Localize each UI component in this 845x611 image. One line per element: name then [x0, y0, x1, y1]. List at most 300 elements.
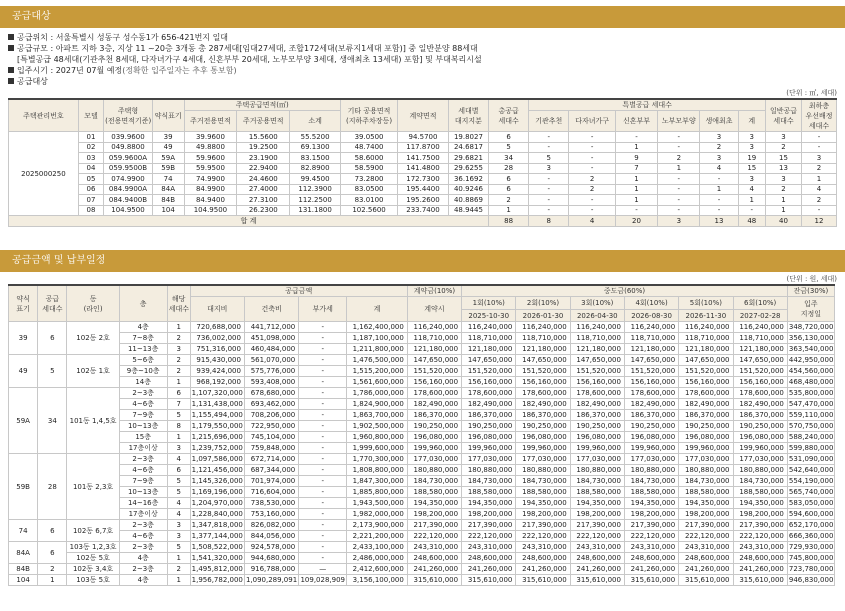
table-row — [9, 498, 835, 509]
cell: 59A — [152, 153, 184, 164]
cell: 188,580,000 — [407, 487, 461, 498]
th2-price-group: 공급금액 — [190, 285, 407, 297]
cell: 248,600,000 — [679, 553, 733, 564]
abbr-cell: 49 — [9, 355, 38, 388]
cell: 217,390,000 — [733, 520, 787, 531]
cell: 1,145,326,000 — [191, 477, 243, 485]
cell: 116,240,000 — [679, 322, 733, 333]
cell: 3 — [738, 132, 766, 143]
dong-cell: 102동 5호 — [67, 553, 119, 564]
cell: 243,310,000 — [407, 542, 461, 553]
supply-cell: 6 — [38, 542, 67, 564]
cell: 177,030,000 — [570, 454, 624, 465]
cell: 4 — [700, 163, 738, 174]
th2-deposit: 계약금(10%) — [407, 285, 461, 297]
cell: 121,180,000 — [679, 344, 733, 355]
cell: 1,169,196,000 — [191, 488, 243, 496]
cell: 27.3100 — [237, 195, 290, 206]
th-sub: 소계 — [290, 111, 341, 132]
cell: - — [299, 344, 347, 355]
cell: 3 — [801, 153, 836, 164]
cell: 177,030,000 — [679, 454, 733, 465]
cell: 14층 — [119, 377, 167, 388]
cell: 194,350,000 — [462, 498, 516, 509]
cell: 199,960,000 — [462, 443, 516, 454]
cell: 34 — [489, 153, 529, 164]
cell: 594,600,000 — [788, 510, 834, 518]
cell: 4~6층 — [119, 465, 167, 476]
cell: - — [700, 174, 738, 185]
cell: 178,600,000 — [679, 388, 733, 399]
cell: 1,495,812,000 — [191, 565, 243, 573]
cell: 198,200,000 — [570, 509, 624, 520]
cell: 194,350,000 — [733, 498, 787, 509]
th2-date-5: 2026-11-30 — [679, 310, 733, 322]
cell: - — [529, 184, 569, 195]
cell: 180,880,000 — [733, 465, 787, 476]
table-row — [9, 476, 835, 487]
cell: 15층 — [119, 432, 167, 443]
cell: 40.9246 — [448, 184, 488, 195]
cell: 2 — [801, 195, 836, 206]
cell: 178,600,000 — [624, 388, 678, 399]
cell: 04 — [78, 163, 103, 174]
cell: 241,260,000 — [679, 564, 733, 575]
cell: 1,902,500,000 — [347, 421, 408, 432]
cell: 315,610,000 — [516, 575, 570, 586]
cell: 7 — [615, 163, 657, 174]
total-cell: 48 — [738, 216, 766, 227]
cell: 28 — [489, 163, 529, 174]
cell: 1,824,900,000 — [347, 399, 408, 410]
cell: 243,310,000 — [570, 542, 624, 553]
cell: 156,160,000 — [679, 377, 733, 388]
cell: 1,347,818,000 — [191, 521, 243, 529]
cell: 147,650,000 — [733, 355, 787, 366]
th-code: 주택관리번호 — [9, 99, 79, 132]
cell: 1,377,144,000 — [191, 532, 243, 540]
cell: 222,120,000 — [407, 531, 461, 542]
th2-land: 대지비 — [190, 297, 244, 322]
th-first: 생애최초 — [700, 111, 738, 132]
cell: 701,974,000 — [244, 476, 298, 487]
cell: 84.9900 — [184, 184, 237, 195]
th-special-group: 특별공급 세대수 — [529, 99, 766, 111]
cell: 2,433,100,000 — [347, 542, 408, 553]
cell: 196,080,000 — [462, 432, 516, 443]
cell: 156,160,000 — [570, 377, 624, 388]
cell: 1,863,700,000 — [347, 410, 408, 421]
cell: 9 — [615, 153, 657, 164]
cell: - — [529, 142, 569, 153]
cell: 59B — [152, 163, 184, 174]
cell: 26.2300 — [237, 205, 290, 216]
cell: 315,610,000 — [624, 575, 678, 586]
cell: 570,750,000 — [788, 422, 834, 430]
supply-target-table — [8, 98, 837, 227]
total-cell: 3 — [658, 216, 700, 227]
cell: 24.6817 — [448, 142, 488, 153]
cell: 58.6000 — [341, 153, 398, 164]
total-row — [9, 216, 837, 227]
cell: 156,160,000 — [733, 377, 787, 388]
cell: 356,130,000 — [788, 334, 834, 342]
th-excl: 주거전용면적 — [184, 111, 237, 132]
cell: 4~6층 — [119, 531, 167, 542]
cell: 217,390,000 — [516, 520, 570, 531]
cell: 10~13층 — [119, 487, 167, 498]
cell: 104.9500 — [104, 205, 153, 216]
supply-cell: 34 — [38, 388, 67, 454]
cell: - — [569, 132, 616, 143]
th2-floor: 층 — [119, 285, 167, 322]
table-row — [9, 366, 835, 377]
cell: 94.5700 — [398, 132, 449, 143]
cell: 315,610,000 — [570, 575, 624, 586]
cell: 59.9600 — [184, 153, 237, 164]
cell: 49.8800 — [184, 142, 237, 153]
th2-m2: 2회(10%) — [516, 297, 570, 310]
cell: 147,650,000 — [624, 355, 678, 366]
th-inst: 기관추천 — [529, 111, 569, 132]
cell: - — [658, 174, 700, 185]
th2-m1: 1회(10%) — [462, 297, 516, 310]
cell: 121,180,000 — [733, 344, 787, 355]
cell: 542,640,000 — [788, 466, 834, 474]
cell: 1,215,696,000 — [191, 433, 243, 441]
cell: 188,580,000 — [679, 487, 733, 498]
th-elderly: 노부모부양 — [658, 111, 700, 132]
cell: 112.3900 — [290, 184, 341, 195]
cell: 666,360,000 — [788, 532, 834, 540]
cell: - — [299, 399, 347, 410]
cell: 1 — [167, 322, 190, 333]
cell: 1 — [167, 432, 190, 443]
cell: 01 — [78, 132, 103, 143]
cell: 1,515,200,000 — [347, 366, 408, 377]
cell: 4층 — [119, 322, 167, 333]
cell: 1,107,320,000 — [191, 389, 243, 397]
cell: 199,960,000 — [733, 443, 787, 454]
cell: 55.5200 — [290, 132, 341, 143]
cell: - — [299, 410, 347, 421]
cell: 1,204,970,000 — [191, 499, 243, 507]
table-row — [9, 205, 837, 216]
cell: 39 — [152, 132, 184, 143]
cell: - — [529, 195, 569, 206]
cell: - — [299, 520, 347, 531]
cell: 178,600,000 — [570, 388, 624, 399]
cell: 196,080,000 — [624, 432, 678, 443]
cell: 2~3층 — [119, 564, 167, 575]
th2-m4: 4회(10%) — [624, 297, 678, 310]
abbr-cell: 84B — [9, 564, 38, 575]
cell: - — [569, 153, 616, 164]
cell: 222,120,000 — [462, 531, 516, 542]
cell: 194,350,000 — [516, 498, 570, 509]
dong-cell: 102동 2호 — [67, 322, 119, 355]
cell: 180,880,000 — [407, 465, 461, 476]
cell: 182,490,000 — [462, 399, 516, 410]
cell: 177,030,000 — [624, 454, 678, 465]
cell: 109,028,909 — [300, 576, 346, 584]
cell: 672,714,000 — [244, 454, 298, 465]
cell: 693,462,000 — [244, 399, 298, 410]
supply-cell: 2 — [38, 564, 67, 575]
cell: 196,080,000 — [407, 432, 461, 443]
abbr-cell: 74 — [9, 520, 38, 542]
cell: - — [299, 432, 347, 443]
cell: - — [801, 142, 836, 153]
cell: 15 — [738, 163, 766, 174]
cell: 3 — [529, 163, 569, 174]
cell: 29.6255 — [448, 163, 488, 174]
cell: 222,120,000 — [624, 531, 678, 542]
cell: 916,788,000 — [244, 564, 298, 575]
cell: 17층이상 — [119, 443, 167, 454]
cell: 118,710,000 — [679, 333, 733, 344]
cell: 117.8700 — [398, 142, 449, 153]
table-row — [9, 564, 835, 575]
th-total: 총공급 세대수 — [489, 99, 529, 132]
cell: 1,885,800,000 — [347, 487, 408, 498]
table-row — [9, 344, 835, 355]
dong-cell: 102동 6,7호 — [67, 520, 119, 542]
cell: 1,956,782,000 — [191, 576, 243, 584]
cell: 182,490,000 — [516, 399, 570, 410]
cell: 315,610,000 — [462, 575, 516, 586]
cell: 593,408,000 — [244, 377, 298, 388]
cell: 186,370,000 — [516, 410, 570, 421]
cell: 3,156,100,000 — [347, 575, 408, 586]
cell: 199,960,000 — [624, 443, 678, 454]
cell: 1 — [167, 553, 190, 564]
cell: 58.5900 — [341, 163, 398, 174]
cell: 3 — [167, 443, 190, 454]
cell: 190,250,000 — [516, 421, 570, 432]
cell: 182,490,000 — [679, 399, 733, 410]
th-sum: 계 — [738, 111, 766, 132]
table-row — [9, 377, 835, 388]
cell: 4층 — [119, 575, 167, 586]
cell: 531,090,000 — [788, 455, 834, 463]
cell: 118,710,000 — [624, 333, 678, 344]
cell: 1 — [615, 195, 657, 206]
cell: 190,250,000 — [462, 421, 516, 432]
cell: 1,999,600,000 — [347, 443, 408, 454]
cell: 6 — [489, 184, 529, 195]
cell: 190,250,000 — [570, 421, 624, 432]
cell: - — [299, 476, 347, 487]
cell: 184,730,000 — [679, 476, 733, 487]
cell: 39.9600 — [184, 132, 237, 143]
cell: - — [658, 142, 700, 153]
table-row — [9, 443, 835, 454]
table-row — [9, 553, 835, 564]
cell: 198,200,000 — [516, 509, 570, 520]
unit-label-2: (단위 : 원, 세대) — [786, 275, 837, 283]
cell: 13 — [766, 163, 802, 174]
cell: - — [299, 377, 347, 388]
cell: 2,486,000,000 — [347, 553, 408, 564]
cell: 2 — [167, 564, 190, 575]
cell: 15 — [766, 153, 802, 164]
cell: - — [529, 174, 569, 185]
cell: 3 — [766, 174, 802, 185]
cell: 147,650,000 — [679, 355, 733, 366]
cell: - — [569, 195, 616, 206]
cell: 118,710,000 — [516, 333, 570, 344]
cell: 1,155,494,000 — [191, 411, 243, 419]
cell: 678,680,000 — [244, 388, 298, 399]
cell: 222,120,000 — [679, 531, 733, 542]
cell: 188,580,000 — [624, 487, 678, 498]
cell: 753,160,000 — [244, 509, 298, 520]
total-cell: 20 — [615, 216, 657, 227]
cell: 1 — [489, 205, 529, 216]
cell: 039.9600 — [104, 132, 153, 143]
cell: 547,470,000 — [788, 400, 834, 408]
th-lowest: 최하층 우선배정 세대수 — [801, 99, 836, 132]
cell: 1,982,000,000 — [347, 509, 408, 520]
cell: 5 — [167, 410, 190, 421]
cell: 112.2500 — [290, 195, 341, 206]
cell: 116,240,000 — [733, 322, 787, 333]
cell: 915,430,000 — [190, 355, 244, 366]
cell: 2 — [167, 333, 190, 344]
cell: 195.2600 — [398, 195, 449, 206]
cell: 5~6층 — [119, 355, 167, 366]
cell: - — [658, 132, 700, 143]
cell: - — [569, 163, 616, 174]
table-row — [9, 421, 835, 432]
table-row — [9, 575, 835, 586]
th2-date-4: 2026-08-30 — [624, 310, 678, 322]
cell: - — [801, 205, 836, 216]
cell: 147,650,000 — [462, 355, 516, 366]
cell: 116,240,000 — [516, 322, 570, 333]
cell: - — [299, 487, 347, 498]
cell: 198,200,000 — [462, 509, 516, 520]
table-row — [9, 388, 835, 399]
cell: 248,600,000 — [624, 553, 678, 564]
cell: 736,002,000 — [190, 333, 244, 344]
cell: - — [615, 132, 657, 143]
cell: 195.4400 — [398, 184, 449, 195]
cell: 233.7400 — [398, 205, 449, 216]
cell: 156,160,000 — [407, 377, 461, 388]
cell: 141.4800 — [398, 163, 449, 174]
cell: - — [801, 132, 836, 143]
cell: 2~3층 — [119, 520, 167, 531]
table-row — [9, 184, 837, 195]
cell: - — [299, 553, 347, 564]
cell: 196,080,000 — [679, 432, 733, 443]
cell: 180,880,000 — [624, 465, 678, 476]
cell: 4 — [738, 184, 766, 195]
cell: 468,480,000 — [788, 378, 834, 386]
cell: 217,390,000 — [462, 520, 516, 531]
cell: 118,710,000 — [733, 333, 787, 344]
cell: 451,098,000 — [244, 333, 298, 344]
cell: 4~6층 — [119, 399, 167, 410]
cell: 723,780,000 — [788, 565, 834, 573]
info-location: 공급위치 : 서울특별시 성동구 성수동1가 656-421번지 일대 — [8, 32, 482, 43]
cell: 059.9500B — [104, 163, 153, 174]
cell: 116,240,000 — [624, 322, 678, 333]
cell: 102.5600 — [341, 205, 398, 216]
cell: 1,121,456,000 — [191, 466, 243, 474]
cell: 121,180,000 — [407, 344, 461, 355]
cell: 83.1500 — [290, 153, 341, 164]
cell: 69.1300 — [290, 142, 341, 153]
cell: 2 — [801, 163, 836, 174]
th-land: 세대별 대지지분 — [448, 99, 488, 132]
cell: 1 — [738, 195, 766, 206]
cell: 939,424,000 — [190, 366, 244, 377]
cell: 5 — [167, 542, 190, 553]
cell: 39.0500 — [341, 132, 398, 143]
cell: 7~8층 — [119, 333, 167, 344]
cell: 48.9445 — [448, 205, 488, 216]
th2-m3: 3회(10%) — [570, 297, 624, 310]
cell: 575,776,000 — [244, 366, 298, 377]
table-row — [9, 163, 837, 174]
table-row — [9, 454, 835, 465]
cell: 1 — [615, 142, 657, 153]
total-cell: 13 — [700, 216, 738, 227]
cell: 924,578,000 — [244, 542, 298, 553]
cell: 182,490,000 — [624, 399, 678, 410]
cell: 182,490,000 — [733, 399, 787, 410]
cell: 243,310,000 — [624, 542, 678, 553]
cell: 199,960,000 — [679, 443, 733, 454]
cell: 184,730,000 — [733, 476, 787, 487]
cell: 19.8027 — [448, 132, 488, 143]
dong-cell: 102동 3,4호 — [67, 564, 119, 575]
cell: 188,580,000 — [462, 487, 516, 498]
cell: 29.6821 — [448, 153, 488, 164]
dong-cell: 101동 2,3호 — [67, 454, 119, 520]
th2-balance-sub: 입주 지정일 — [787, 297, 834, 322]
cell: 2 — [167, 366, 190, 377]
table-row — [9, 333, 835, 344]
table-row — [9, 410, 835, 421]
th2-dong: 동 (라인) — [67, 285, 119, 322]
cell: 2 — [766, 184, 802, 195]
cell: 2 — [569, 184, 616, 195]
cell: 084.9900A — [104, 184, 153, 195]
cell: 116,240,000 — [462, 322, 516, 333]
cell: 07 — [78, 195, 103, 206]
cell: 1 — [615, 184, 657, 195]
cell: 222,120,000 — [516, 531, 570, 542]
cell: 74.9900 — [184, 174, 237, 185]
cell: 1 — [615, 174, 657, 185]
cell: 186,370,000 — [679, 410, 733, 421]
cell: 05 — [78, 174, 103, 185]
info-scale-detail: [특별공급 48세대(기관추천 8세대, 다자녀가구 4세대, 신혼부부 20세대, 노부모부양 3세대, 생애최초 13세대) 포함] 및 부대복리시설 — [17, 55, 482, 64]
cell: 1 — [658, 163, 700, 174]
cell: 687,344,000 — [244, 465, 298, 476]
cell: 11~13층 — [119, 344, 167, 355]
cell: 151,520,000 — [624, 366, 678, 377]
cell: 2~3층 — [119, 542, 167, 553]
cell: 248,600,000 — [462, 553, 516, 564]
cell: 6 — [167, 465, 190, 476]
cell: 186,370,000 — [407, 410, 461, 421]
cell: 9층~10층 — [119, 366, 167, 377]
